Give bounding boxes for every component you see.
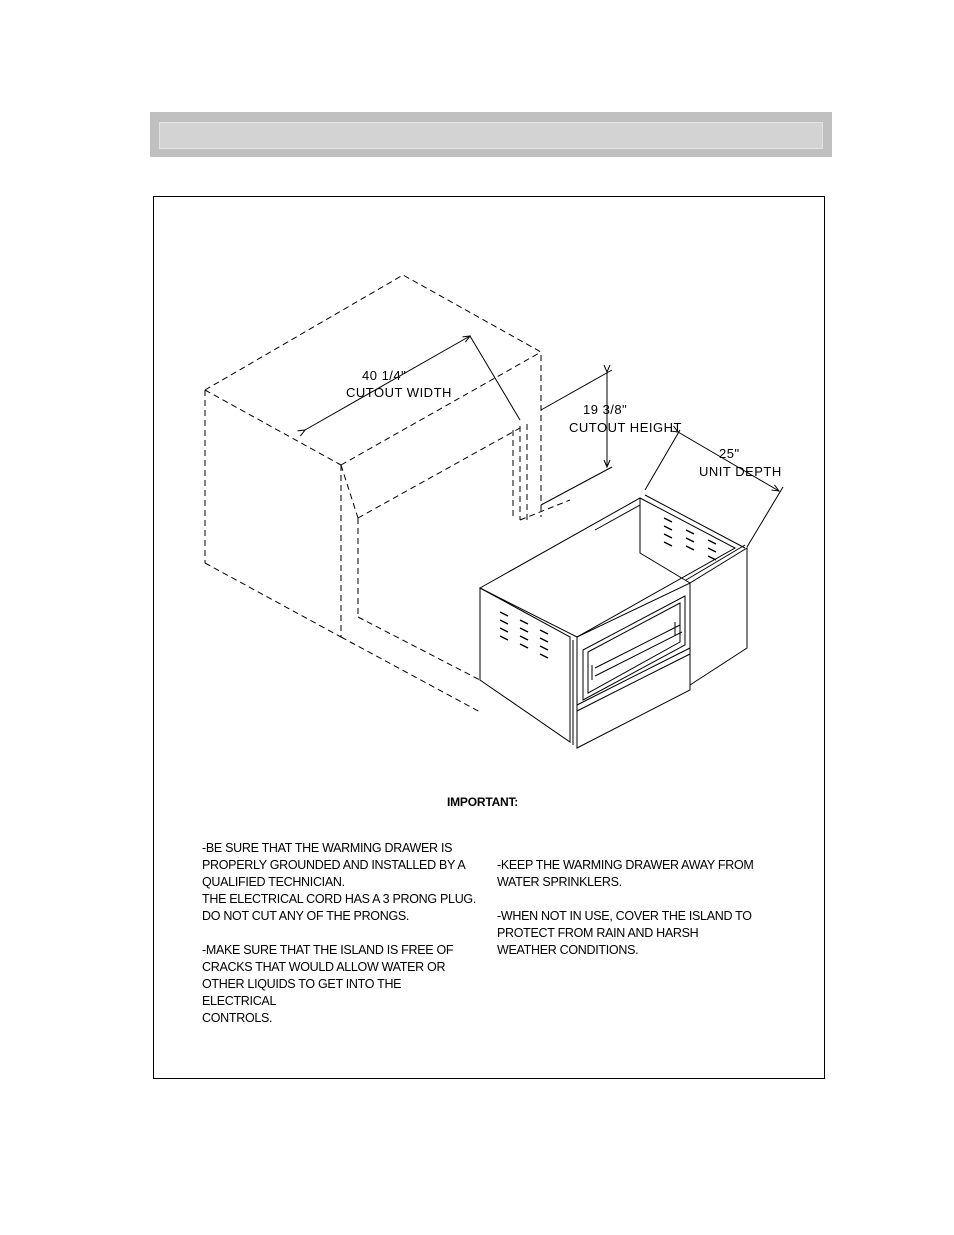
note-line: WATER SPRINKLERS. [497,875,622,889]
note-line: CONTROLS. [202,1011,273,1025]
notes-left-column [202,840,477,1027]
note-line: CRACKS THAT WOULD ALLOW WATER OR [202,960,446,974]
note-line: -WHEN NOT IN USE, COVER THE ISLAND TO [497,909,752,923]
note-line: OTHER LIQUIDS TO GET INTO THE ELECTRICAL [202,977,402,1008]
cutout-width-label: CUTOUT WIDTH [346,385,452,400]
note-line: PROTECT FROM RAIN AND HARSH [497,926,699,940]
note-line: -KEEP THE WARMING DRAWER AWAY FROM [497,858,754,872]
important-heading: IMPORTANT: [447,795,519,809]
note-line: THE ELECTRICAL CORD HAS A 3 PRONG PLUG. [202,892,477,906]
note-line: QUALIFIED TECHNICIAN. [202,875,345,889]
notes-right-column [497,857,772,959]
note-line: WEATHER CONDITIONS. [497,943,639,957]
warming-drawer-unit [480,495,747,748]
cutout-width-dimension [305,336,520,430]
cutout-height-label: CUTOUT HEIGHT [569,420,682,435]
unit-depth-label: UNIT DEPTH [699,464,782,479]
cutout-box [205,275,570,712]
cutout-width-value: 40 1/4" [362,368,407,383]
cutout-height-value: 19 3/8" [583,402,628,417]
note-line: PROPERLY GROUNDED AND INSTALLED BY A [202,858,466,872]
note-line: -BE SURE THAT THE WARMING DRAWER IS [202,841,453,855]
note-line: -MAKE SURE THAT THE ISLAND IS FREE OF [202,943,454,957]
unit-depth-dimension [645,430,783,547]
cutout-height-dimension [541,370,612,505]
note-spacer [497,891,772,908]
unit-depth-value: 25" [719,446,740,461]
note-line: DO NOT CUT ANY OF THE PRONGS. [202,909,410,923]
note-spacer [202,925,477,942]
